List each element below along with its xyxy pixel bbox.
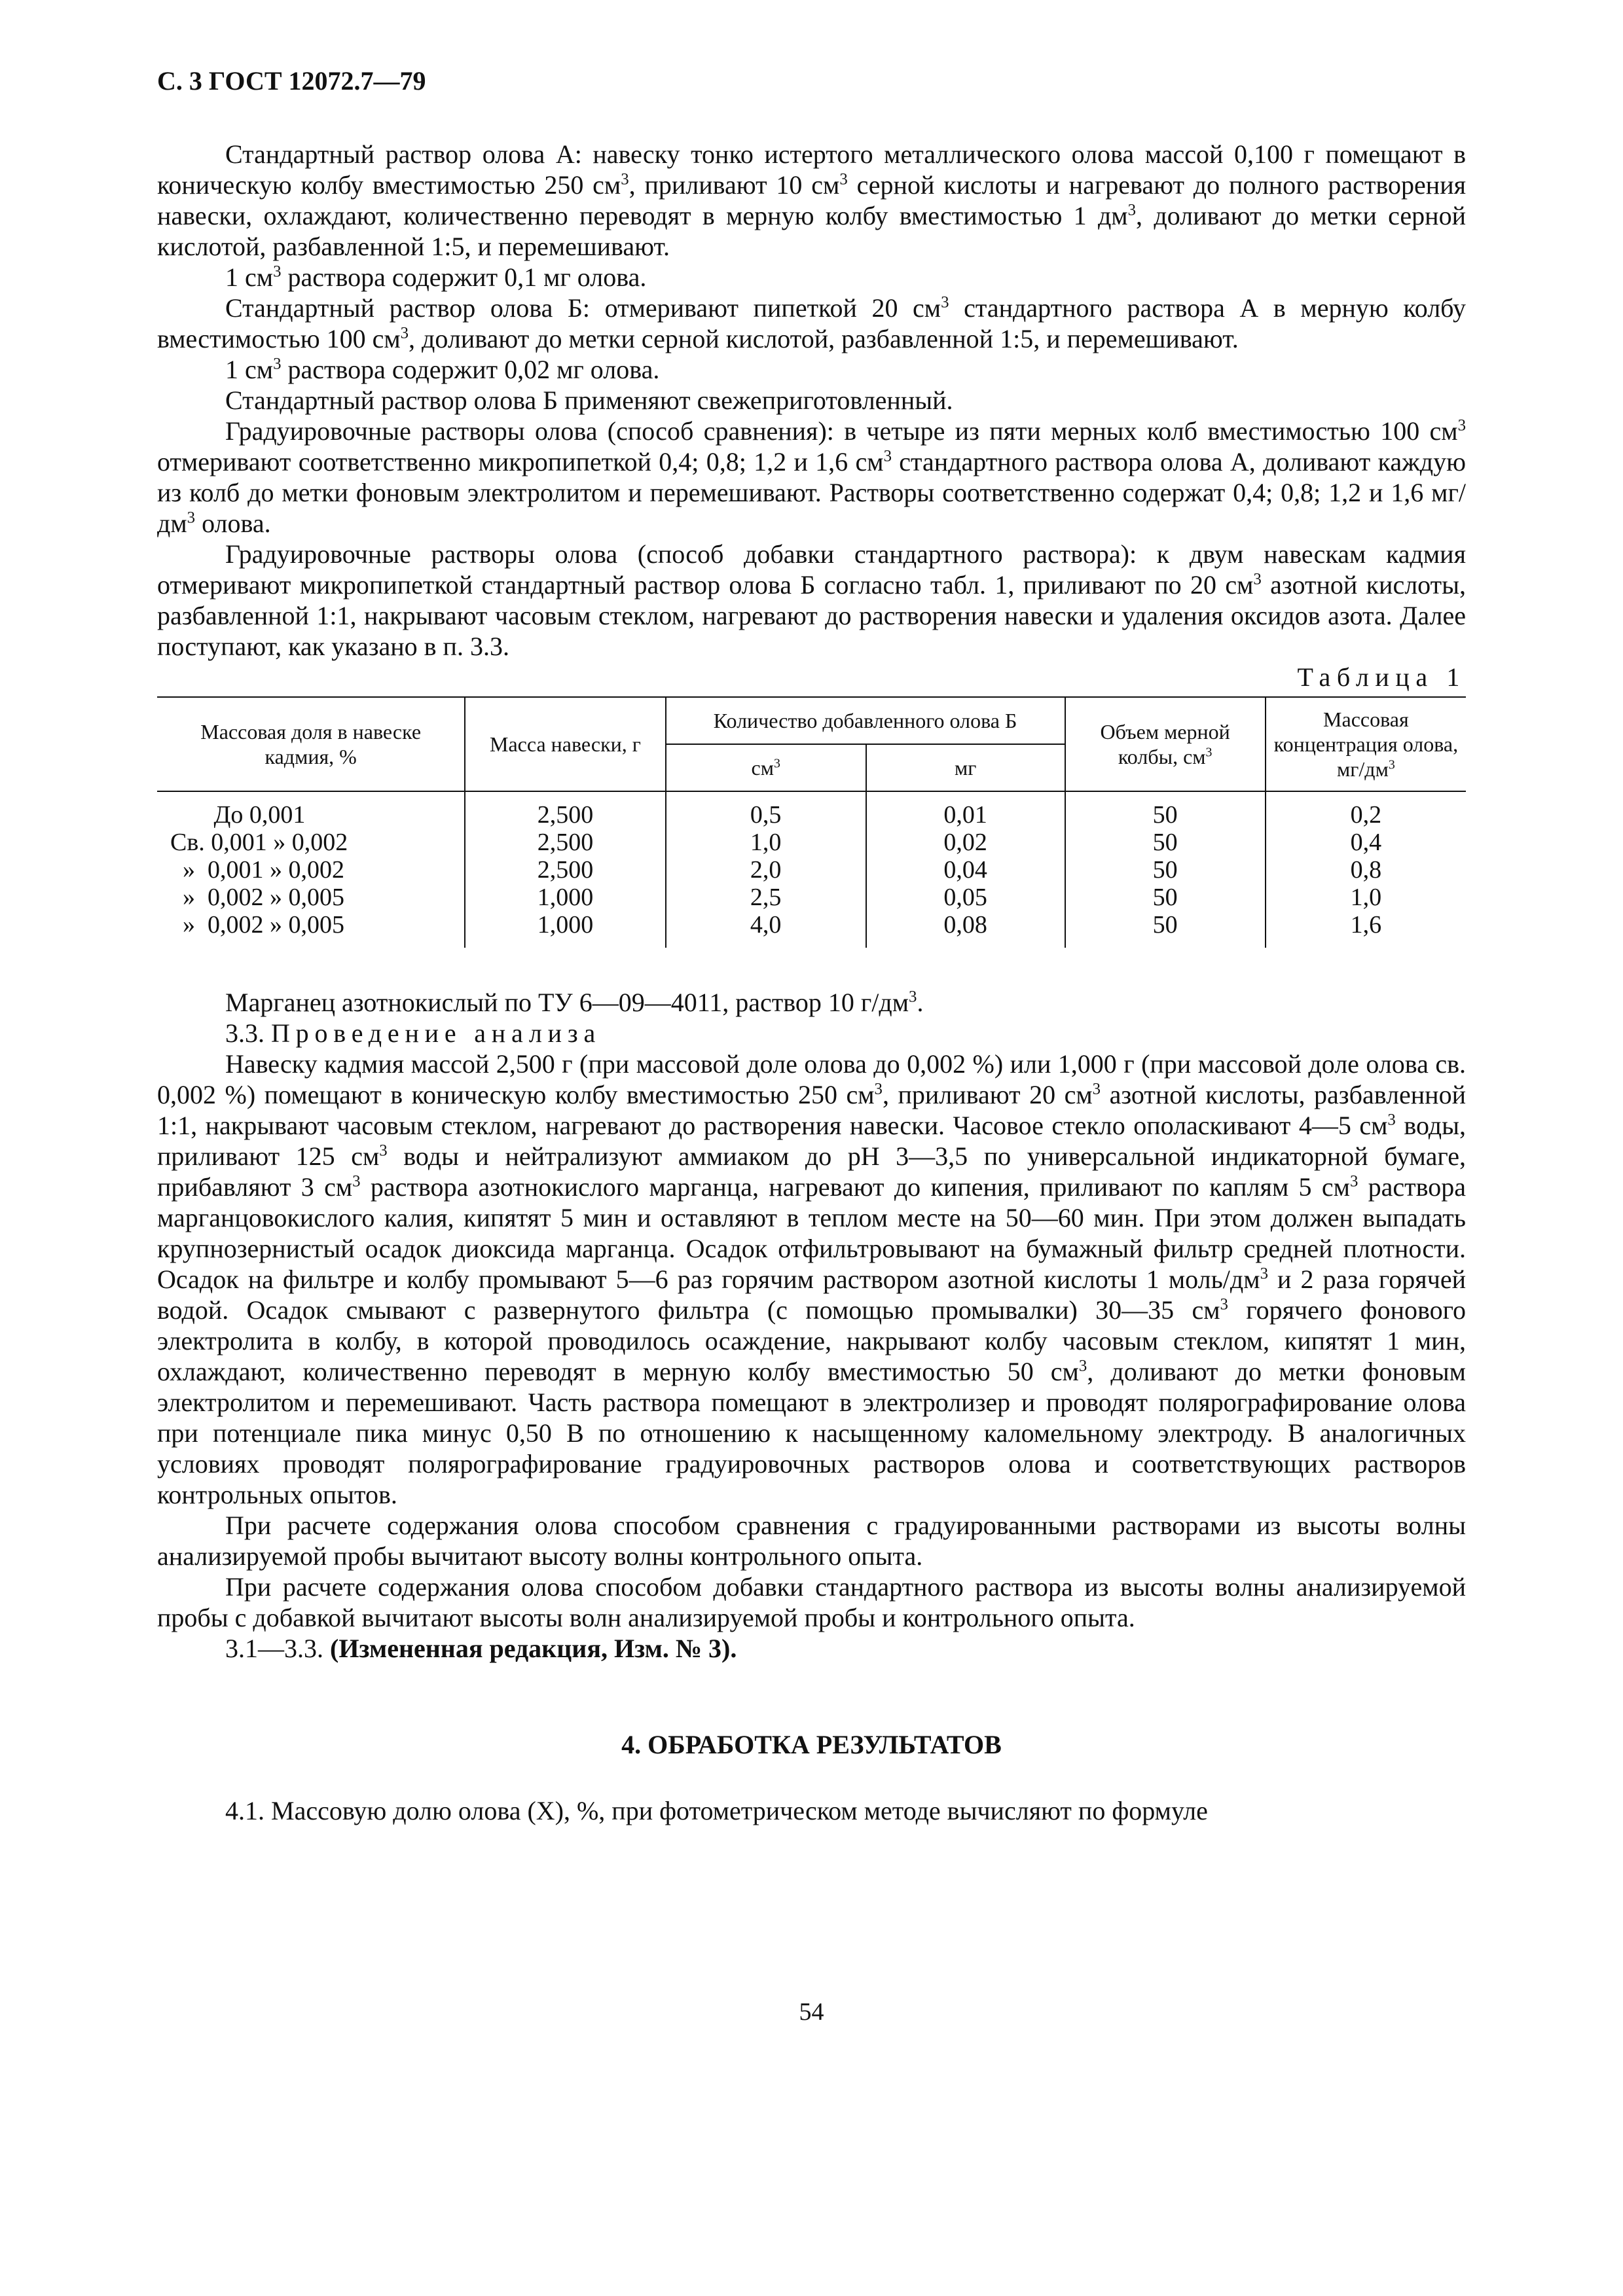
- cell-range: До 0,001: [157, 791, 465, 829]
- cell-concentration: 0,2: [1266, 791, 1466, 829]
- cell-mg: 0,04: [866, 856, 1065, 884]
- section-title-results: 4. ОБРАБОТКА РЕЗУЛЬТАТОВ: [621, 1730, 1002, 1759]
- cell-concentration: 1,0: [1266, 884, 1466, 911]
- subsection-heading-3-3: [157, 1018, 1466, 1049]
- paragraph-calibration-addition: Градуировочные растворы олова (способ добавки стандартного раствора): к двум навескам кадмия отмеривают микропипеткой стандартный раствор олова Б согласно табл. 1, приливают по 20 $см^3$ азотной кислоты, разбавленной 1:1, накрывают часовым стеклом, нагревают до растворения навески и удаления оксидов азота. Далее поступают, как указано в п. 3.3.: [157, 539, 1467, 661]
- header-added-mg: мг: [866, 744, 1065, 791]
- cell-volume: 50: [1065, 911, 1266, 948]
- cell-mass: 2,500: [465, 829, 665, 856]
- cell-volume: 50: [1065, 884, 1266, 911]
- table-row: [157, 884, 1466, 911]
- paragraph-4-1: 4.1. Массовую долю олова (X), %, при фотометрическом методе вычисляют по формуле: [225, 1796, 1208, 1825]
- header-added-tin: Количество добавленного олова Б: [666, 697, 1065, 744]
- header-concentration: Массовая концентрация олова, $мг/дм^3$: [1266, 697, 1466, 791]
- cell-mass: 2,500: [465, 791, 665, 829]
- paragraph-standard-solution-b: Стандартный раствор олова Б: отмеривают пипеткой 20 $см^3$ стандартного раствора А в мерную колбу вместимостью 100 $см^3$, доливают до метки серной кислотой, разбавленной 1:5, и перемешивают.: [157, 293, 1466, 353]
- table-row: [157, 791, 1466, 829]
- paragraph-solution-b-fresh: Стандартный раствор олова Б применяют свежеприготовленный.: [225, 386, 953, 415]
- cell-cm3: 0,5: [666, 791, 866, 829]
- paragraph-solution-b-content: 1 $см^3$ раствора содержит 0,02 мг олова.: [225, 355, 660, 384]
- table-1: [157, 696, 1466, 948]
- paragraph-analysis-procedure: Навеску кадмия массой 2,500 г (при массовой доле олова до 0,002 %) или 1,000 г (при массовой доле олова св. 0,002 %) помещают в коническую колбу вместимостью 250 $см^3$, приливают 20 $см^3$ азотной кислоты, разбавленной 1:1, накрывают часовым стеклом, нагревают до растворения навески. Часовое стекло ополаскивают 4—5 $см^3$ воды, приливают 125 $см^3$ воды и нейтрализуют аммиаком до pH 3—3,5 по универсальной индикаторной бумаге, прибавляют 3 $см^3$ раствора азотнокислого марганца, нагревают до кипения, приливают по каплям 5 $см^3$ раствора марганцовокислого калия, кипятят 5 мин и оставляют в теплом месте на 50—60 мин. При этом должен выпадать крупнозернистый осадок диоксида марганца. Осадок отфильтровывают на бумажный фильтр средней плотности. Осадок на фильтре и колбу промывают 5—6 раз горячим раствором азотной кислоты 1 моль/$дм^3$ и 2 раза горячей водой. Осадок смывают с развернутого фильтра (с помощью промывалки) 30—35 $см^3$ горячего фонового электролита в колбу, в которой проводилось осаждение, накрывают колбу часовым стеклом, кипятят 1 мин, охлаждают, количественно переводят в мерную колбу вместимостью 50 $см^3$, доливают до метки фоновым электролитом и перемешивают. Часть раствора помещают в электролизер и проводят полярографирование олова при потенциале пика минус 0,50 В по отношению к насыщенному каломельному электроду. В аналогичных условиях проводят полярографирование градуировочных растворов олова и соответствующих растворов контрольных опытов.: [157, 1049, 1467, 1509]
- header-added-cm3: $см^3$: [666, 744, 866, 791]
- cell-range: » 0,002 » 0,005: [157, 911, 465, 948]
- cell-cm3: 4,0: [666, 911, 866, 948]
- table-row: [157, 856, 1466, 884]
- document-body: [157, 139, 1466, 1826]
- paragraph-revision-note: [157, 1633, 1466, 1664]
- cell-concentration: 1,6: [1266, 911, 1466, 948]
- table-row: [157, 829, 1466, 856]
- paragraph-manganese-nitrate: Марганец азотнокислый по ТУ 6—09—4011, раствор 10 $г/дм^3$.: [225, 988, 924, 1017]
- cell-mass: 2,500: [465, 856, 665, 884]
- paragraph-solution-a-content: 1 $см^3$ раствора содержит 0,1 мг олова.: [225, 262, 647, 292]
- cell-concentration: 0,8: [1266, 856, 1466, 884]
- table-caption: Таблица 1: [1297, 662, 1466, 692]
- cell-range: Св. 0,001 » 0,002: [157, 829, 465, 856]
- cell-mg: 0,05: [866, 884, 1065, 911]
- revision-reference: 3.1—3.3.: [225, 1634, 323, 1663]
- cell-range: » 0,001 » 0,002: [157, 856, 465, 884]
- cell-range: » 0,002 » 0,005: [157, 884, 465, 911]
- cell-mg: 0,01: [866, 791, 1065, 829]
- cell-volume: 50: [1065, 856, 1266, 884]
- revision-text: (Измененная редакция, Изм. № 3).: [330, 1634, 737, 1663]
- header-sample-mass: Масса навески, г: [465, 697, 665, 791]
- page-header: С. 3 ГОСТ 12072.7—79: [157, 66, 426, 96]
- subsection-title: Проведение анализа: [271, 1018, 602, 1048]
- paragraph-calibration-comparison: Градуировочные растворы олова (способ сравнения): в четыре из пяти мерных колб вместимостью 100 $см^3$ отмеривают соответственно микропипеткой 0,4; 0,8; 1,2 и 1,6 $см^3$ стандартного раствора олова А, доливают каждую из колб до метки фоновым электролитом и перемешивают. Растворы соответственно содержат 0,4; 0,8; 1,2 и 1,6 $мг/дм^3$ олова.: [157, 416, 1467, 538]
- page-number: 54: [799, 1998, 824, 2026]
- header-flask-volume: Объем мерной колбы, $см^3$: [1065, 697, 1266, 791]
- cell-mg: 0,08: [866, 911, 1065, 948]
- table-row: [157, 911, 1466, 948]
- subsection-number: 3.3.: [225, 1018, 264, 1048]
- cell-mass: 1,000: [465, 884, 665, 911]
- paragraph-standard-solution-a: Стандартный раствор олова А: навеску тонко истертого металлического олова массой 0,100 г помещают в коническую колбу вместимостью 250 $см^3$, приливают 10 $см^3$ серной кислоты и нагревают до полного растворения навески, охлаждают, количественно переводят в мерную колбу вместимостью 1 $дм^3$, доливают до метки серной кислотой, разбавленной 1:5, и перемешивают.: [157, 139, 1466, 261]
- cell-mass: 1,000: [465, 911, 665, 948]
- paragraph-addition-calculation: При расчете содержания олова способом добавки стандартного раствора из высоты волны анализируемой пробы с добавкой вычитают высоты волн анализируемой пробы и контрольного опыта.: [157, 1572, 1466, 1632]
- cell-cm3: 2,0: [666, 856, 866, 884]
- cell-mg: 0,02: [866, 829, 1065, 856]
- paragraph-comparison-calculation: При расчете содержания олова способом сравнения с градуированными растворами из высоты волны анализируемой пробы вычитают высоту волны контрольного опыта.: [157, 1511, 1466, 1571]
- cell-volume: 50: [1065, 829, 1266, 856]
- cell-cm3: 2,5: [666, 884, 866, 911]
- cell-volume: 50: [1065, 791, 1266, 829]
- header-mass-fraction: Массовая доля в навеске кадмия, %: [157, 697, 465, 791]
- cell-concentration: 0,4: [1266, 829, 1466, 856]
- cell-cm3: 1,0: [666, 829, 866, 856]
